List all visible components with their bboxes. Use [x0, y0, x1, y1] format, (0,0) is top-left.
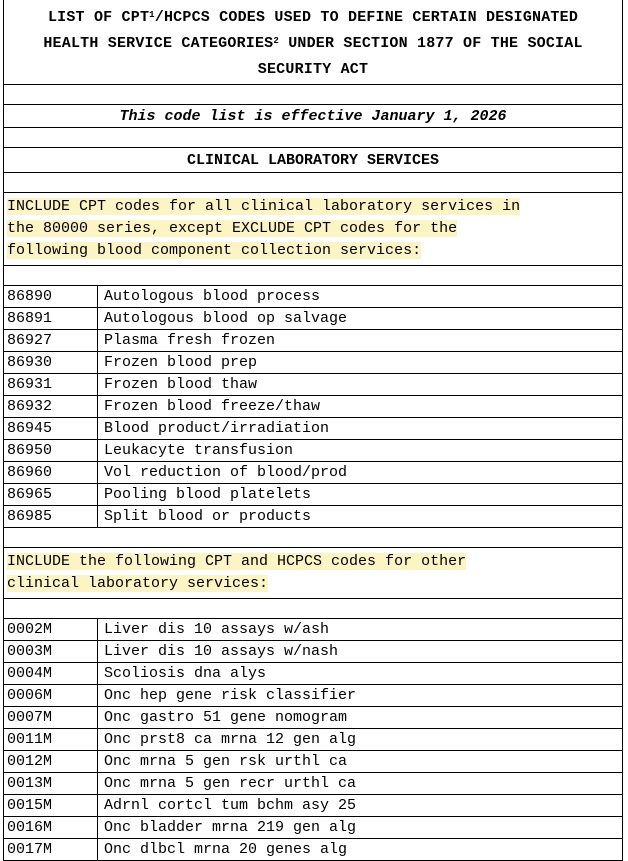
table-row: [3, 707, 623, 729]
description-cell: Liver dis 10 assays w/ash: [104, 621, 330, 638]
description-cell: Onc bladder mrna 219 gen alg: [104, 819, 357, 836]
description-cell: Adrnl cortcl tum bchm asy 25: [104, 797, 357, 814]
description-cell: Onc dlbcl mrna 20 genes alg: [104, 841, 348, 858]
code-cell: 0011M: [3, 729, 98, 750]
table-row: [3, 729, 623, 751]
table-row: [3, 308, 623, 330]
include-note-line-1: INCLUDE the following CPT and HCPCS codes for other: [7, 553, 467, 570]
included-codes-table: [0, 619, 628, 861]
code-cell: 86985: [3, 506, 98, 527]
table-row: [3, 418, 623, 440]
code-cell: 86965: [3, 484, 98, 505]
description-cell: Onc gastro 51 gene nomogram: [104, 709, 348, 726]
exclude-note-line-2: the 80000 series, except EXCLUDE CPT codes for the: [7, 220, 458, 237]
include-note: [3, 548, 623, 599]
description-cell: Frozen blood freeze/thaw: [104, 398, 321, 415]
description-cell: Vol reduction of blood/prod: [104, 464, 348, 481]
table-row: [3, 817, 623, 839]
code-cell: 0007M: [3, 707, 98, 728]
footnote-ref-2: 2: [273, 36, 279, 46]
blank-row: [3, 599, 623, 619]
blank-row: [3, 173, 623, 193]
table-row: [3, 795, 623, 817]
code-cell: 0015M: [3, 795, 98, 816]
table-row: [3, 619, 623, 641]
code-cell: 86890: [3, 286, 98, 307]
description-cell: Onc mrna 5 gen recr urthl ca: [104, 775, 357, 792]
table-row: [3, 484, 623, 506]
description-cell: Liver dis 10 assays w/nash: [104, 643, 339, 660]
exclude-note-line-3: following blood component collection services:: [7, 242, 422, 259]
code-cell: 86891: [3, 308, 98, 329]
table-row: [3, 286, 623, 308]
code-cell: 86930: [3, 352, 98, 373]
code-cell: 0013M: [3, 773, 98, 794]
description-cell: Plasma fresh frozen: [104, 332, 276, 349]
table-row: [3, 440, 623, 462]
table-row: [3, 663, 623, 685]
code-cell: 0017M: [3, 839, 98, 860]
table-row: [3, 839, 623, 861]
table-row: [3, 641, 623, 663]
code-cell: 0016M: [3, 817, 98, 838]
code-cell: 86950: [3, 440, 98, 461]
title-text-1: LIST OF CPT: [47, 9, 150, 26]
description-cell: Pooling blood platelets: [104, 486, 312, 503]
excluded-codes-table: [0, 286, 628, 528]
blank-row: [3, 85, 623, 105]
code-cell: 86931: [3, 374, 98, 395]
table-row: [3, 396, 623, 418]
table-row: [3, 506, 623, 528]
effective-date: This code list is effective January 1, 2026: [3, 105, 623, 128]
code-cell: 86932: [3, 396, 98, 417]
exclude-note: [3, 193, 623, 266]
table-row: [3, 685, 623, 707]
code-cell: 86945: [3, 418, 98, 439]
description-cell: Autologous blood op salvage: [104, 310, 348, 327]
description-cell: Scoliosis dna alys: [104, 665, 267, 682]
code-cell: 0004M: [3, 663, 98, 684]
code-cell: 0006M: [3, 685, 98, 706]
description-cell: Frozen blood thaw: [104, 376, 258, 393]
description-cell: Split blood or products: [104, 508, 312, 525]
description-cell: Leukacyte transfusion: [104, 442, 294, 459]
table-row: [3, 352, 623, 374]
title-text-3: HEALTH SERVICE CATEGORIES: [43, 35, 274, 52]
description-cell: Frozen blood prep: [104, 354, 258, 371]
table-row: [3, 751, 623, 773]
code-cell: 0002M: [3, 619, 98, 640]
code-cell: 0012M: [3, 751, 98, 772]
blank-row: [3, 128, 623, 148]
description-cell: Autologous blood process: [104, 288, 321, 305]
footnote-ref-1: 1: [149, 10, 155, 20]
code-cell: 86927: [3, 330, 98, 351]
blank-row: [3, 528, 623, 548]
title-text-2: /HCPCS CODES USED TO DEFINE CERTAIN DESIGNATED: [154, 9, 579, 26]
title-text-5: SECURITY ACT: [257, 61, 369, 78]
title-text-4: UNDER SECTION 1877 OF THE SOCIAL: [279, 35, 583, 52]
table-row: [3, 330, 623, 352]
exclude-note-line-1: INCLUDE CPT codes for all clinical laboratory services in: [7, 198, 521, 215]
description-cell: Onc prst8 ca mrna 12 gen alg: [104, 731, 357, 748]
section-title: CLINICAL LABORATORY SERVICES: [3, 148, 623, 173]
table-row: [3, 374, 623, 396]
table-row: [3, 773, 623, 795]
table-row: [3, 462, 623, 484]
page-title: [3, 0, 623, 85]
code-cell: 86960: [3, 462, 98, 483]
blank-row: [3, 266, 623, 286]
description-cell: Onc mrna 5 gen rsk urthl ca: [104, 753, 348, 770]
code-cell: 0003M: [3, 641, 98, 662]
description-cell: Onc hep gene risk classifier: [104, 687, 357, 704]
include-note-line-2: clinical laboratory services:: [7, 575, 269, 592]
description-cell: Blood product/irradiation: [104, 420, 330, 437]
